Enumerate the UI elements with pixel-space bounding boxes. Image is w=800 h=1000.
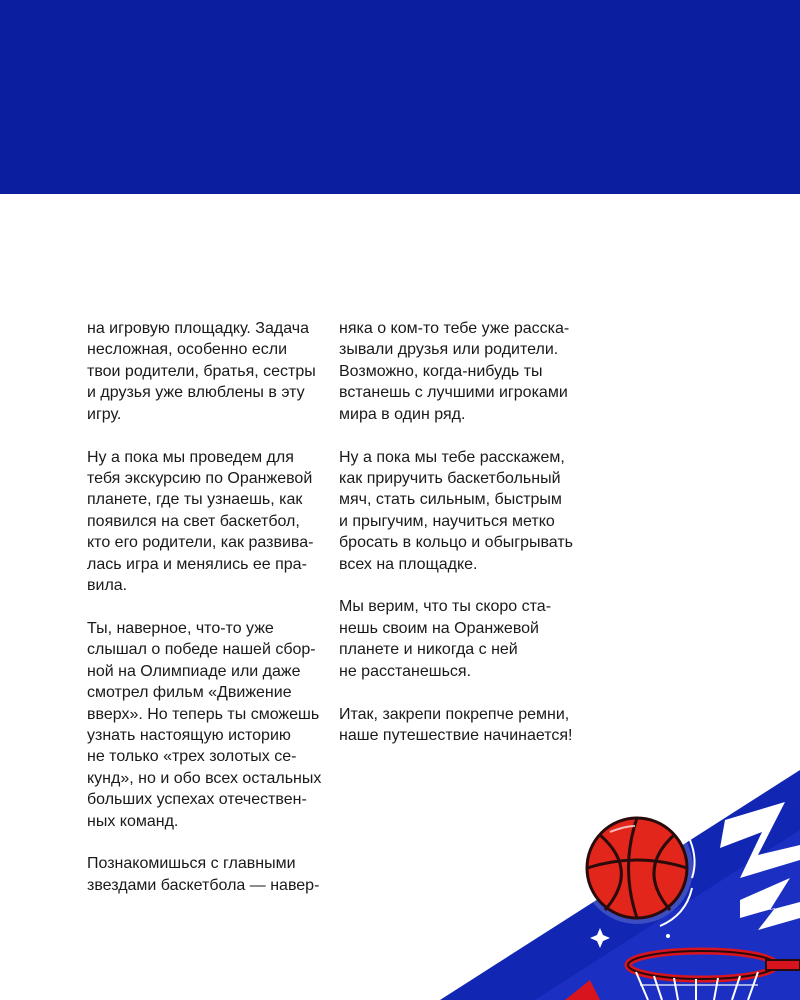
paragraph: няка о ком-то тебе уже расска- зывали друзья или родители. Возможно, когда-нибудь ты встанешь с лучшими игроками мира в один ряд. [339, 320, 570, 423]
paragraph: Познакомишься с главными звездами баскетбола — навер- [87, 855, 320, 894]
paragraph: Ну а пока мы тебе расскажем, как приручить баскетбольный мяч, стать сильным, быстрым и прыгучим, научиться метко бросать в кольцо и обыгрывать всех на площадке. [339, 448, 573, 573]
header-band [0, 0, 800, 194]
paragraph: Мы верим, что ты скоро ста- нешь своим на Оранжевой планете и никогда с ней не расстанешься. [339, 598, 552, 680]
paragraph: Ну а пока мы проведем для тебя экскурсию по Оранжевой планете, где ты узнаешь, как появился на свет баскетбол, кто его родители, как развива- лась игра и менялись ее пра- вила. [87, 448, 314, 594]
text-column-right [339, 318, 589, 768]
paragraph: Ты, наверное, что-то уже слышал о победе нашей сбор- ной на Олимпиаде или даже смотрел фильм «Движение вверх». Но теперь ты сможешь узнать настоящую историю не только «трех золотых се- кунд», но и обо всех остальных больших успехах отечествен- ных команд. [87, 619, 322, 830]
basketball-illustration [440, 760, 800, 1000]
text-column-left [87, 318, 337, 918]
paragraph: на игровую площадку. Задача несложная, особенно если твои родители, братья, сестры и друзья уже влюблены в эту игру. [87, 320, 316, 423]
paragraph: Итак, закрепи покрепче ремни, наше путешествие начинается! [339, 705, 573, 744]
